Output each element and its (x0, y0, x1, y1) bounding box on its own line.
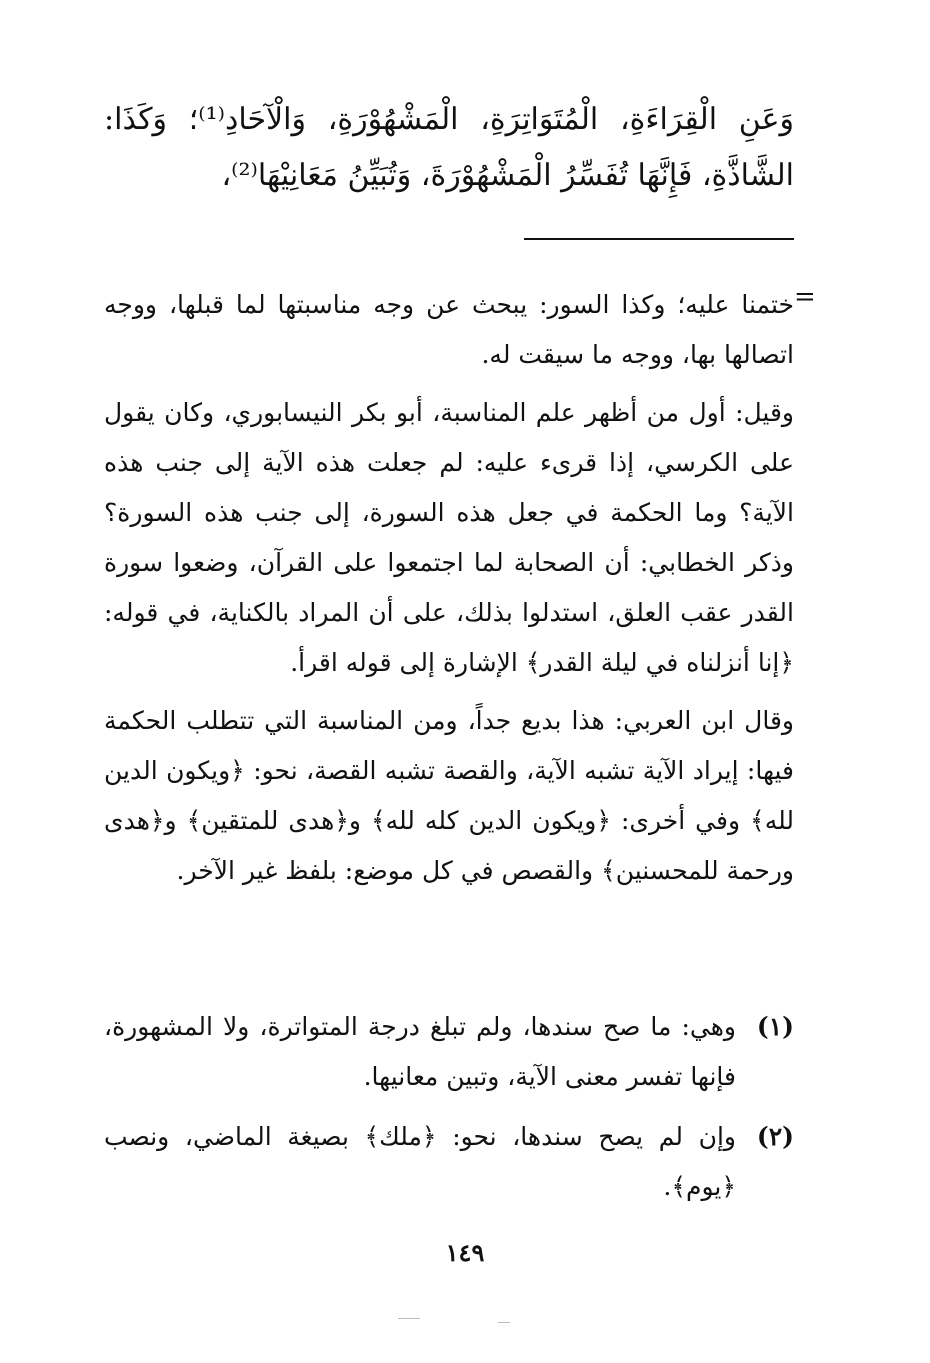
commentary-block (104, 280, 794, 904)
footnote-separator (524, 238, 794, 240)
scan-artifact (498, 1322, 510, 1323)
scan-artifact (398, 1318, 420, 1319)
footnotes (104, 1002, 794, 1222)
continuation-mark: = (794, 282, 816, 312)
footnote-number: (١) (756, 1012, 794, 1041)
commentary-paragraph-3: وقال ابن العربي: هذا بديع جداً، ومن المناسبة التي تتطلب الحكمة فيها: إيراد الآية تشبه الآية، والقصة تشبه القصة، نحو: ﴿ويكون الدين لله﴾ وفي أخرى: ﴿ويكون الدين كله لله﴾ و﴿هدى للمتقين﴾ و﴿هدى ورحمة للمحسنين﴾ والقصص في كل موضع: بلفظ غير الآخر. (104, 706, 794, 885)
main-text: وَعَنِ الْقِرَاءَةِ، الْمُتَوَاتِرَةِ، الْمَشْهُوْرَةِ، وَالْآحَادِ⁽¹⁾؛ وَكَذَا: الشَّاذَّةِ، فَإِنَّهَا تُفَسِّرُ الْمَشْهُوْرَةَ، وَتُبَيِّنُ مَعَانِيْهَا⁽²⁾، (104, 102, 794, 193)
footnote-2 (104, 1112, 794, 1212)
commentary-paragraph-2: وقيل: أول من أظهر علم المناسبة، أبو بكر النيسابوري، وكان يقول على الكرسي، إذا قرىء عليه: لم جعلت هذه الآية إلى جنب هذه الآية؟ وما الحكمة في جعل هذه السورة، إلى جنب هذه السورة؟ وذكر الخطابي: أن الصحابة لما اجتمعوا على القرآن، وضعوا سورة القدر عقب العلق، استدلوا بذلك، على أن المراد بالكناية، في قوله: ﴿إنا أنزلناه في ليلة القدر﴾ الإشارة إلى قوله اقرأ. (104, 398, 794, 677)
footnote-text: وإن لم يصح سندها، نحو: ﴿ملك﴾ بصيغة الماضي، ونصب ﴿يوم﴾. (104, 1122, 736, 1201)
footnote-1 (104, 1002, 794, 1102)
footnote-number: (٢) (756, 1122, 794, 1151)
footnote-text: وهي: ما صح سندها، ولم تبلغ درجة المتواترة، ولا المشهورة، فإنها تفسر معنى الآية، وتبين معانيها. (104, 1012, 736, 1091)
commentary-paragraph-1: ختمنا عليه؛ وكذا السور: يبحث عن وجه مناسبتها لما قبلها، ووجه اتصالها بها، ووجه ما سيقت له. (104, 290, 794, 369)
page-number: ١٤٩ (445, 1238, 485, 1267)
